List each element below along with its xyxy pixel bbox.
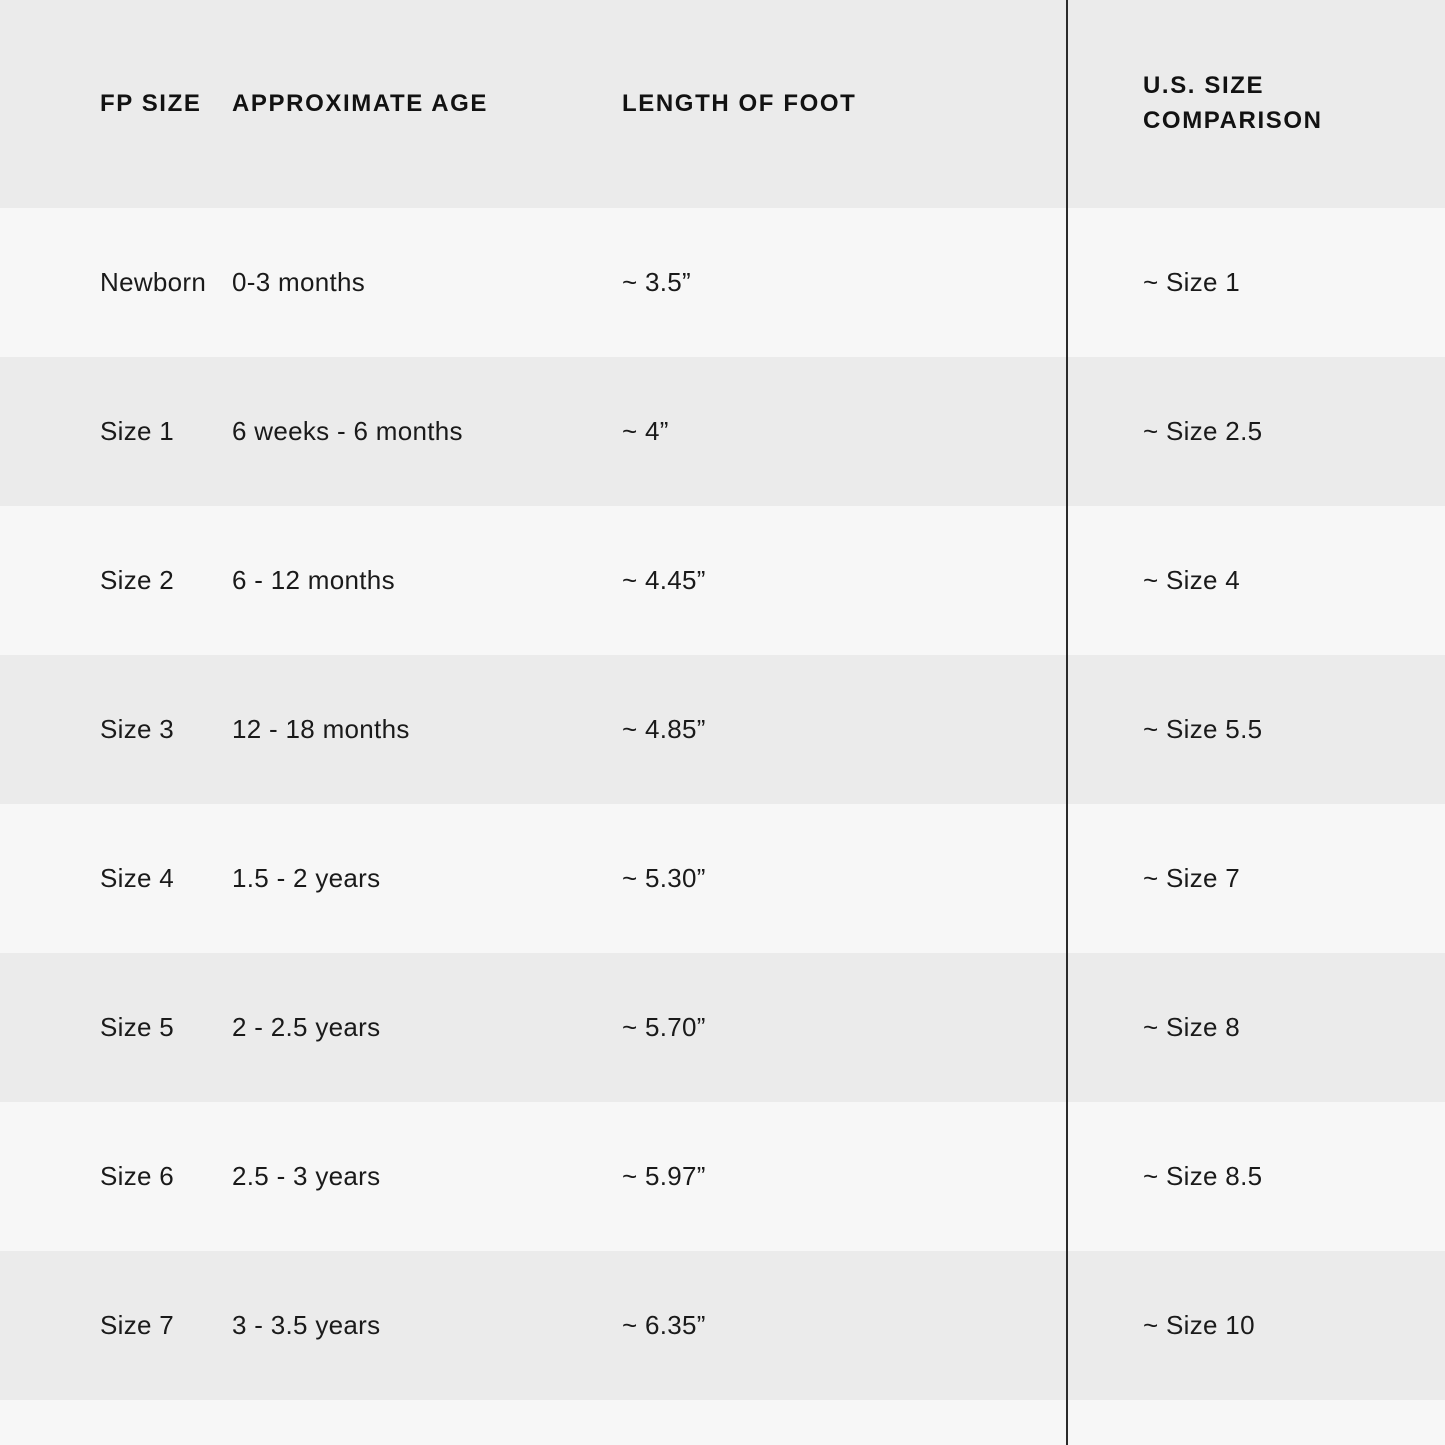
cell-fp-size — [0, 1161, 232, 1192]
cell-value: ~ 4.85” — [622, 714, 706, 744]
cell-value: ~ Size 1 — [1143, 267, 1241, 297]
cell-approximate-age — [232, 565, 622, 596]
cell-value: ~ 3.5” — [622, 267, 692, 297]
table-row — [0, 655, 1445, 804]
cell-value: Newborn — [100, 267, 207, 297]
cell-length-of-foot — [622, 565, 1065, 596]
cell-us-size-comparison — [1065, 863, 1445, 894]
cell-length-of-foot — [622, 1012, 1065, 1043]
cell-approximate-age — [232, 416, 622, 447]
cell-value: ~ 6.35” — [622, 1310, 706, 1340]
table-header-row — [0, 0, 1445, 208]
cell-value: ~ 4” — [622, 416, 669, 446]
table-row — [0, 357, 1445, 506]
cell-value: 2 - 2.5 years — [232, 1012, 381, 1042]
cell-us-size-comparison — [1065, 416, 1445, 447]
cell-fp-size — [0, 565, 232, 596]
column-header-approximate-age — [232, 87, 622, 122]
table-row — [0, 208, 1445, 357]
column-header-us-size-comparison — [1065, 69, 1445, 139]
cell-value: Size 5 — [100, 1012, 175, 1042]
cell-value: 12 - 18 months — [232, 714, 410, 744]
cell-fp-size — [0, 416, 232, 447]
cell-value: ~ 4.45” — [622, 565, 706, 595]
cell-value: Size 6 — [100, 1161, 175, 1191]
column-header-label: LENGTH OF FOOT — [622, 89, 857, 117]
cell-length-of-foot — [622, 1161, 1065, 1192]
cell-approximate-age — [232, 1012, 622, 1043]
cell-value: Size 4 — [100, 863, 175, 893]
cell-value: ~ 5.30” — [622, 863, 706, 893]
column-header-fp-size — [0, 87, 232, 122]
table-row — [0, 1251, 1445, 1400]
cell-value: 6 - 12 months — [232, 565, 395, 595]
cell-us-size-comparison — [1065, 1012, 1445, 1043]
cell-length-of-foot — [622, 416, 1065, 447]
cell-us-size-comparison — [1065, 565, 1445, 596]
cell-length-of-foot — [622, 1310, 1065, 1341]
cell-value: ~ Size 8 — [1143, 1012, 1241, 1042]
cell-approximate-age — [232, 267, 622, 298]
column-header-label: FP SIZE — [100, 89, 202, 117]
cell-length-of-foot — [622, 714, 1065, 745]
cell-fp-size — [0, 1012, 232, 1043]
table-row — [0, 953, 1445, 1102]
table-row — [0, 506, 1445, 655]
cell-value: Size 1 — [100, 416, 175, 446]
cell-value: ~ Size 2.5 — [1143, 416, 1263, 446]
table-row — [0, 1102, 1445, 1251]
cell-fp-size — [0, 1310, 232, 1341]
column-header-length-of-foot — [622, 87, 1065, 122]
cell-value: ~ Size 5.5 — [1143, 714, 1263, 744]
vertical-divider — [1066, 0, 1068, 1445]
cell-us-size-comparison — [1065, 1161, 1445, 1192]
cell-value: ~ 5.97” — [622, 1161, 706, 1191]
cell-value: ~ 5.70” — [622, 1012, 706, 1042]
cell-value: ~ Size 10 — [1143, 1310, 1255, 1340]
column-header-label: U.S. SIZE COMPARISON — [1143, 72, 1323, 134]
cell-fp-size — [0, 267, 232, 298]
cell-approximate-age — [232, 1161, 622, 1192]
cell-value: 0-3 months — [232, 267, 366, 297]
cell-value: ~ Size 8.5 — [1143, 1161, 1263, 1191]
cell-fp-size — [0, 863, 232, 894]
cell-us-size-comparison — [1065, 1310, 1445, 1341]
cell-value: ~ Size 7 — [1143, 863, 1241, 893]
cell-value: 6 weeks - 6 months — [232, 416, 463, 446]
cell-value: Size 7 — [100, 1310, 175, 1340]
cell-value: Size 2 — [100, 565, 175, 595]
cell-value: 3 - 3.5 years — [232, 1310, 381, 1340]
cell-fp-size — [0, 714, 232, 745]
cell-approximate-age — [232, 714, 622, 745]
cell-length-of-foot — [622, 267, 1065, 298]
table-row — [0, 804, 1445, 953]
cell-approximate-age — [232, 863, 622, 894]
cell-us-size-comparison — [1065, 267, 1445, 298]
cell-length-of-foot — [622, 863, 1065, 894]
cell-us-size-comparison — [1065, 714, 1445, 745]
cell-value: ~ Size 4 — [1143, 565, 1241, 595]
cell-value: 2.5 - 3 years — [232, 1161, 381, 1191]
cell-value: Size 3 — [100, 714, 175, 744]
cell-approximate-age — [232, 1310, 622, 1341]
cell-value: 1.5 - 2 years — [232, 863, 381, 893]
column-header-label: APPROXIMATE AGE — [232, 89, 489, 117]
